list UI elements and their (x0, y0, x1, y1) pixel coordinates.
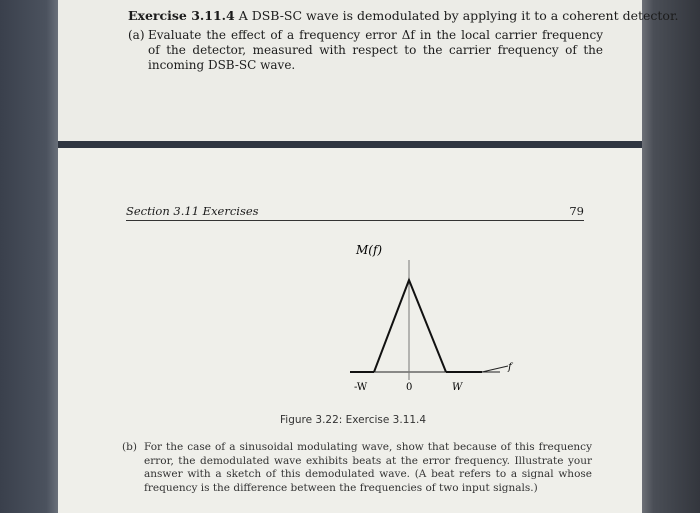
page-bottom-section (58, 148, 642, 513)
monitor-bezel-left (0, 0, 58, 513)
section-title: Section 3.11 Exercises (126, 204, 259, 218)
triangular-spectrum (374, 280, 446, 372)
page-top-section (58, 0, 679, 143)
monitor-bezel-right (642, 0, 700, 513)
part-b-label: (b) (122, 441, 137, 453)
axis-arrow (482, 366, 508, 372)
exercise-heading (128, 8, 679, 23)
y-axis-label: M(f) (356, 243, 383, 257)
part-a-text: Evaluate the effect of a frequency error Δf in the local carrier frequency of the detector, measured with respect to the carrier frequency of the incoming DSB-SC wave. (148, 28, 603, 72)
part-a-label: (a) (128, 28, 145, 42)
spectrum-plot (276, 240, 512, 400)
section-header (126, 204, 584, 221)
x-axis-label: f (508, 362, 512, 373)
tick-label-zero: 0 (406, 382, 413, 393)
part-b-text: For the case of a sinusoidal modulating wave, show that because of this frequency error, the demodulated wave exhibits beats at the error frequency. Illustrate your answer with a sketch of this demodulated wave. (A beat refers to a signal whose frequency is the difference between the frequencies of two input signals.) (144, 441, 592, 494)
page-number: 79 (569, 204, 584, 218)
tick-label-w: W (452, 382, 463, 393)
exercise-intro: A DSB-SC wave is demodulated by applying it to a coherent detector. (238, 8, 679, 23)
exercise-number: Exercise 3.11.4 (128, 8, 235, 23)
spectrum-figure (276, 240, 512, 400)
tick-label-neg-w: -W (354, 382, 368, 393)
figure-caption: Figure 3.22: Exercise 3.11.4 (280, 414, 427, 426)
